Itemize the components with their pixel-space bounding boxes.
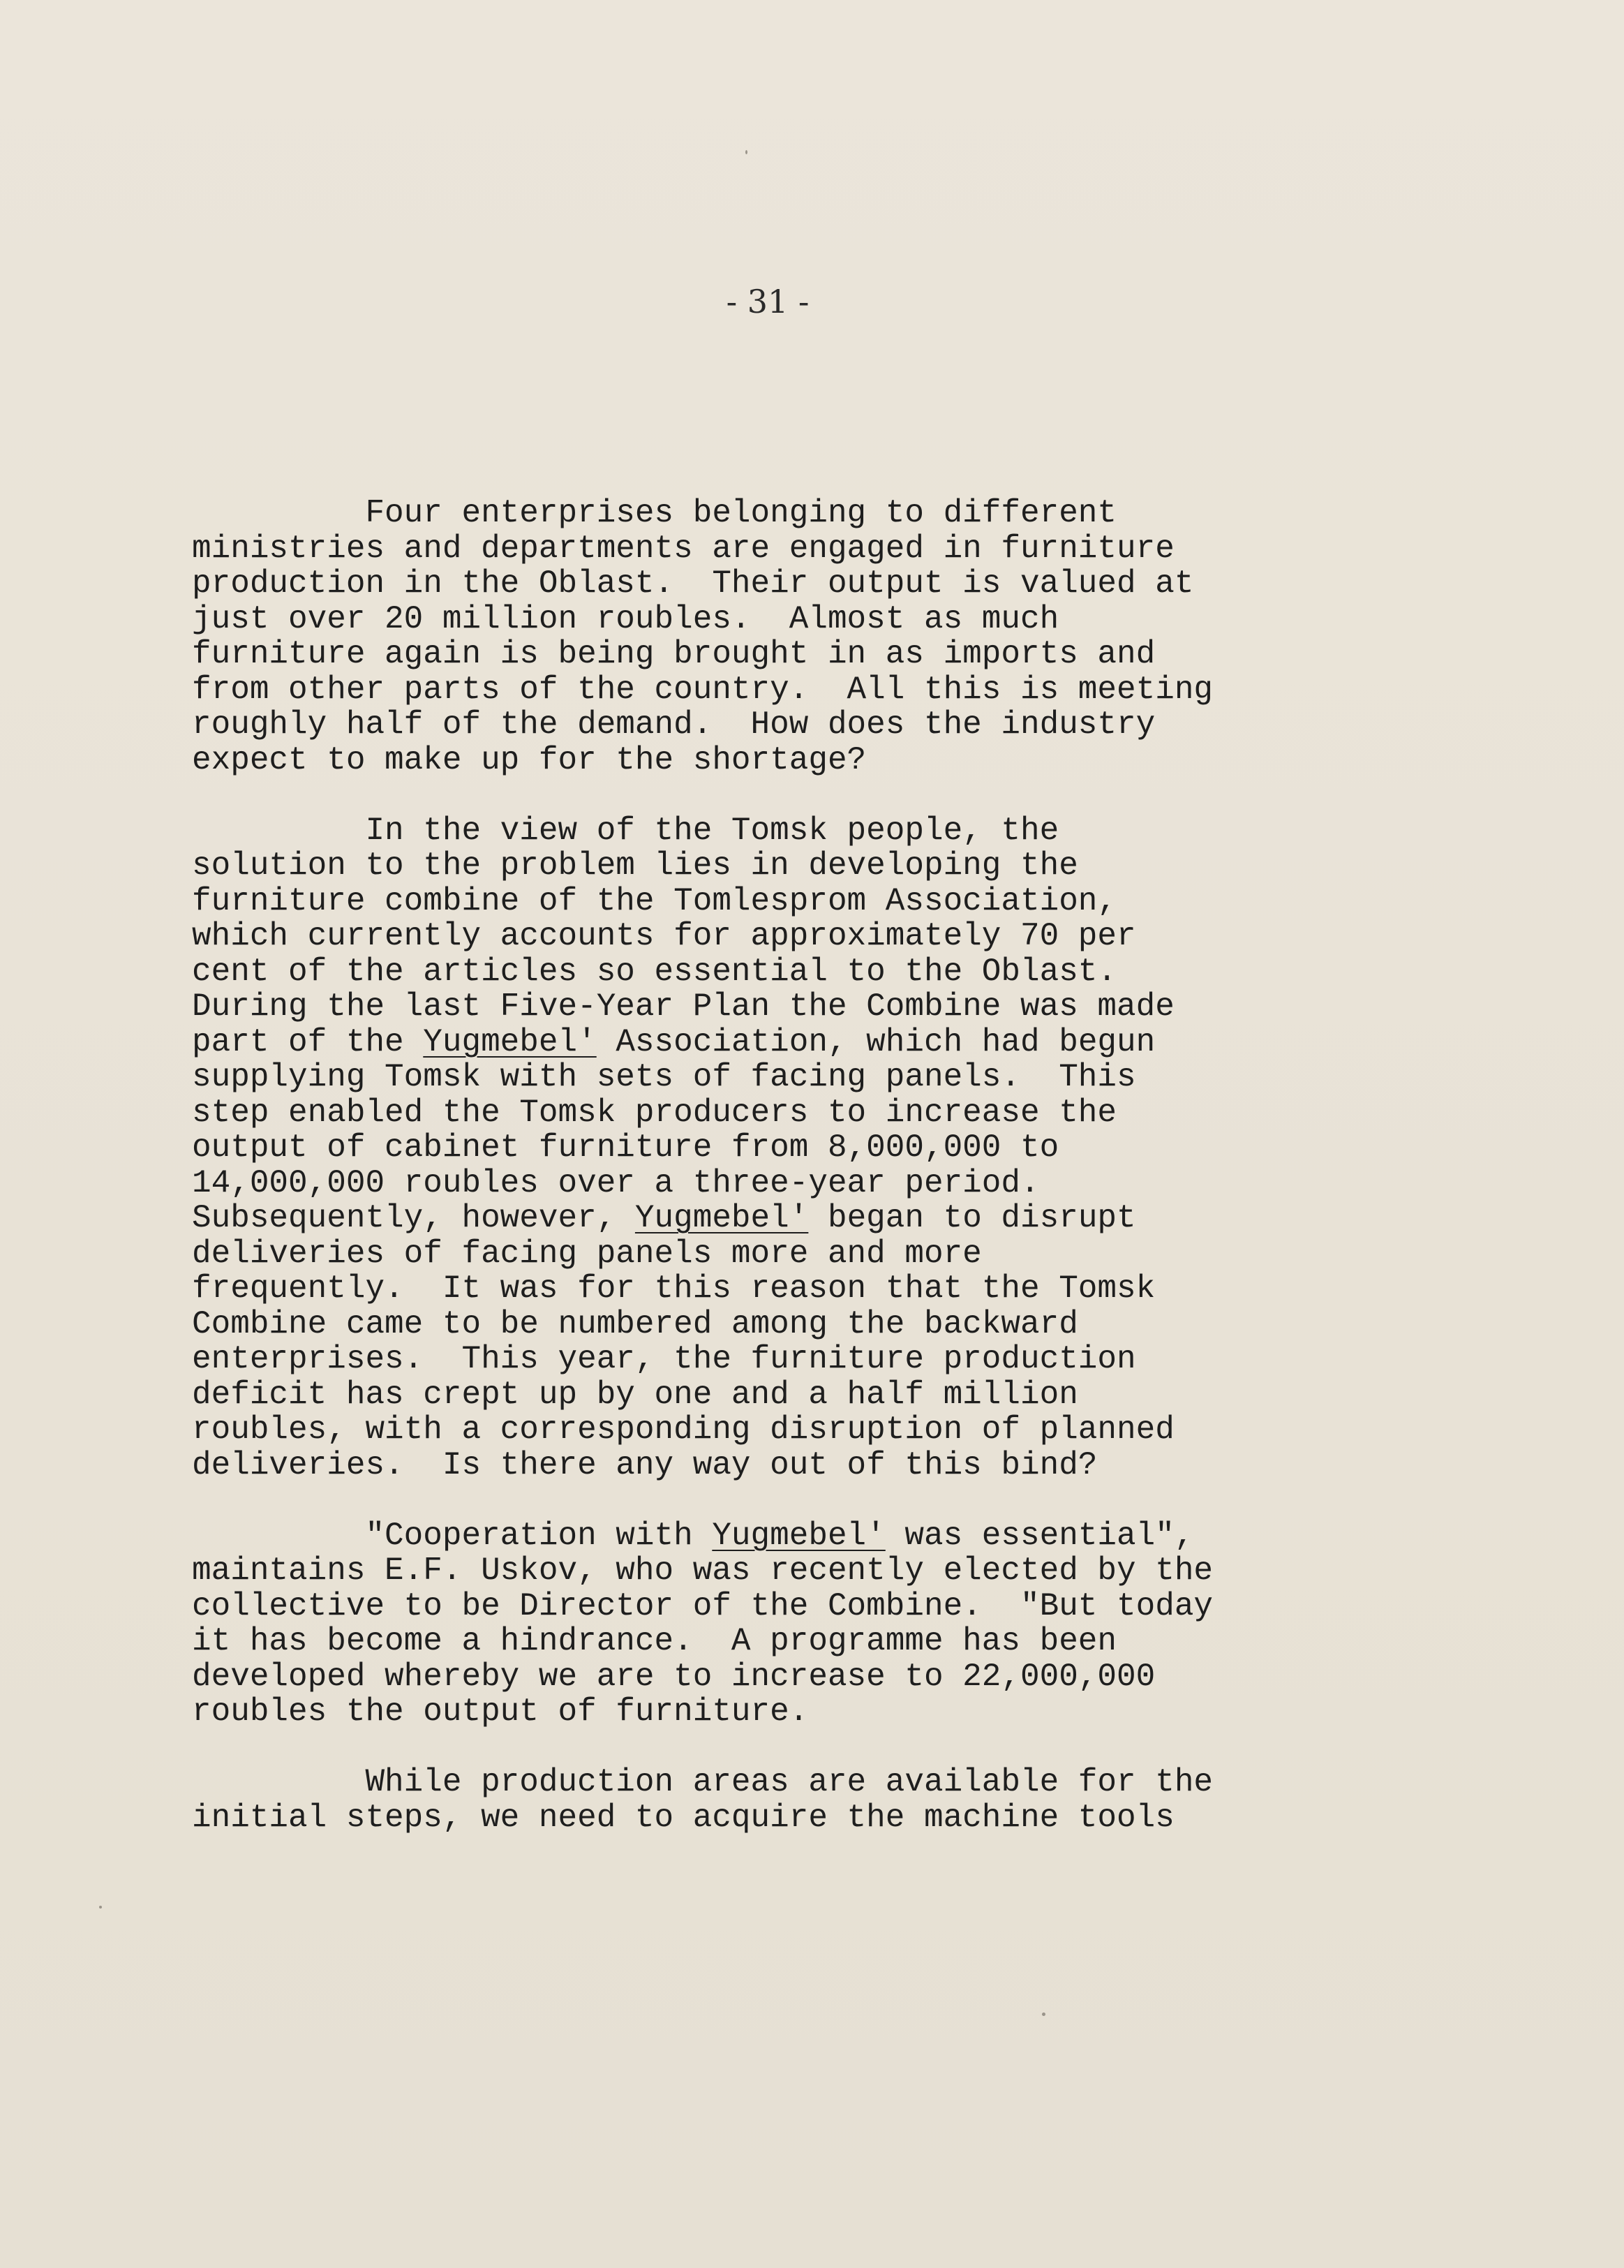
text-line: roubles, with a corresponding disruption of planned (192, 1411, 1175, 1448)
paragraph (192, 496, 1364, 778)
text-line: it has become a hindrance. A programme has been (192, 1623, 1117, 1659)
text-line: In the view of the Tomsk people, the (192, 812, 1059, 849)
paragraph (192, 1518, 1364, 1730)
text-segment: "Cooperation with (192, 1517, 713, 1554)
text-line: maintains E.F. Uskov, who was recently elected by the (192, 1552, 1214, 1589)
text-line: collective to be Director of the Combine. "But today (192, 1587, 1214, 1624)
text-segment: was essential", (885, 1517, 1194, 1554)
text-segment: Association, which had begun (596, 1023, 1156, 1060)
text-line: developed whereby we are to increase to 22,000,000 (192, 1658, 1156, 1695)
text-segment: began to disrupt (808, 1200, 1136, 1236)
underlined-term: Yugmebel' (712, 1517, 886, 1554)
text-line: just over 20 million roubles. Almost as much (192, 600, 1059, 637)
paper-speck (99, 1906, 102, 1908)
underlined-term: Yugmebel' (423, 1023, 597, 1060)
text-line: Combine came to be numbered among the backward (192, 1305, 1078, 1342)
text-line: output of cabinet furniture from 8,000,000 to (192, 1129, 1059, 1166)
text-line: Four enterprises belonging to different (192, 495, 1117, 531)
text-line: 14,000,000 roubles over a three-year period. (192, 1164, 1040, 1201)
underlined-term: Yugmebel' (634, 1200, 809, 1236)
text-line: expect to make up for the shortage? (192, 741, 867, 778)
page-number: - 31 - (726, 283, 810, 320)
text-line: supplying Tomsk with sets of facing panels. This (192, 1059, 1136, 1095)
text-line (192, 1201, 1364, 1236)
paper-speck (745, 150, 747, 154)
text-line: step enabled the Tomsk producers to increase the (192, 1094, 1117, 1131)
text-line: frequently. It was for this reason that the Tomsk (192, 1270, 1156, 1307)
body-text (192, 496, 1364, 1835)
text-line: deliveries. Is there any way out of this bind? (192, 1446, 1098, 1483)
text-line: enterprises. This year, the furniture production (192, 1341, 1136, 1377)
text-line (192, 1025, 1364, 1060)
text-line: which currently accounts for approximately 70 per (192, 918, 1136, 954)
text-line: furniture again is being brought in as imports and (192, 636, 1156, 672)
text-line: deliveries of facing panels more and more (192, 1235, 982, 1272)
text-segment: part of the (192, 1023, 424, 1060)
text-line: furniture combine of the Tomlesprom Association, (192, 882, 1117, 919)
paragraph (192, 1765, 1364, 1835)
text-line: from other parts of the country. All this is meeting (192, 671, 1214, 708)
text-line: roubles the output of furniture. (192, 1693, 809, 1730)
text-line (192, 1518, 1364, 1554)
paragraph (192, 813, 1364, 1483)
text-segment: Subsequently, however, (192, 1200, 635, 1236)
text-line: ministries and departments are engaged in furniture (192, 530, 1175, 567)
text-line: deficit has crept up by one and a half million (192, 1376, 1078, 1413)
text-line: initial steps, we need to acquire the machine tools (192, 1799, 1175, 1836)
paper-speck (1042, 2013, 1045, 2016)
text-line: production in the Oblast. Their output is valued at (192, 565, 1194, 602)
text-line: solution to the problem lies in developing the (192, 847, 1078, 884)
text-line: While production areas are available for the (192, 1764, 1214, 1800)
text-line: cent of the articles so essential to the Oblast. (192, 953, 1117, 990)
text-line: During the last Five-Year Plan the Combine was made (192, 988, 1175, 1025)
text-line: roughly half of the demand. How does the industry (192, 706, 1156, 743)
